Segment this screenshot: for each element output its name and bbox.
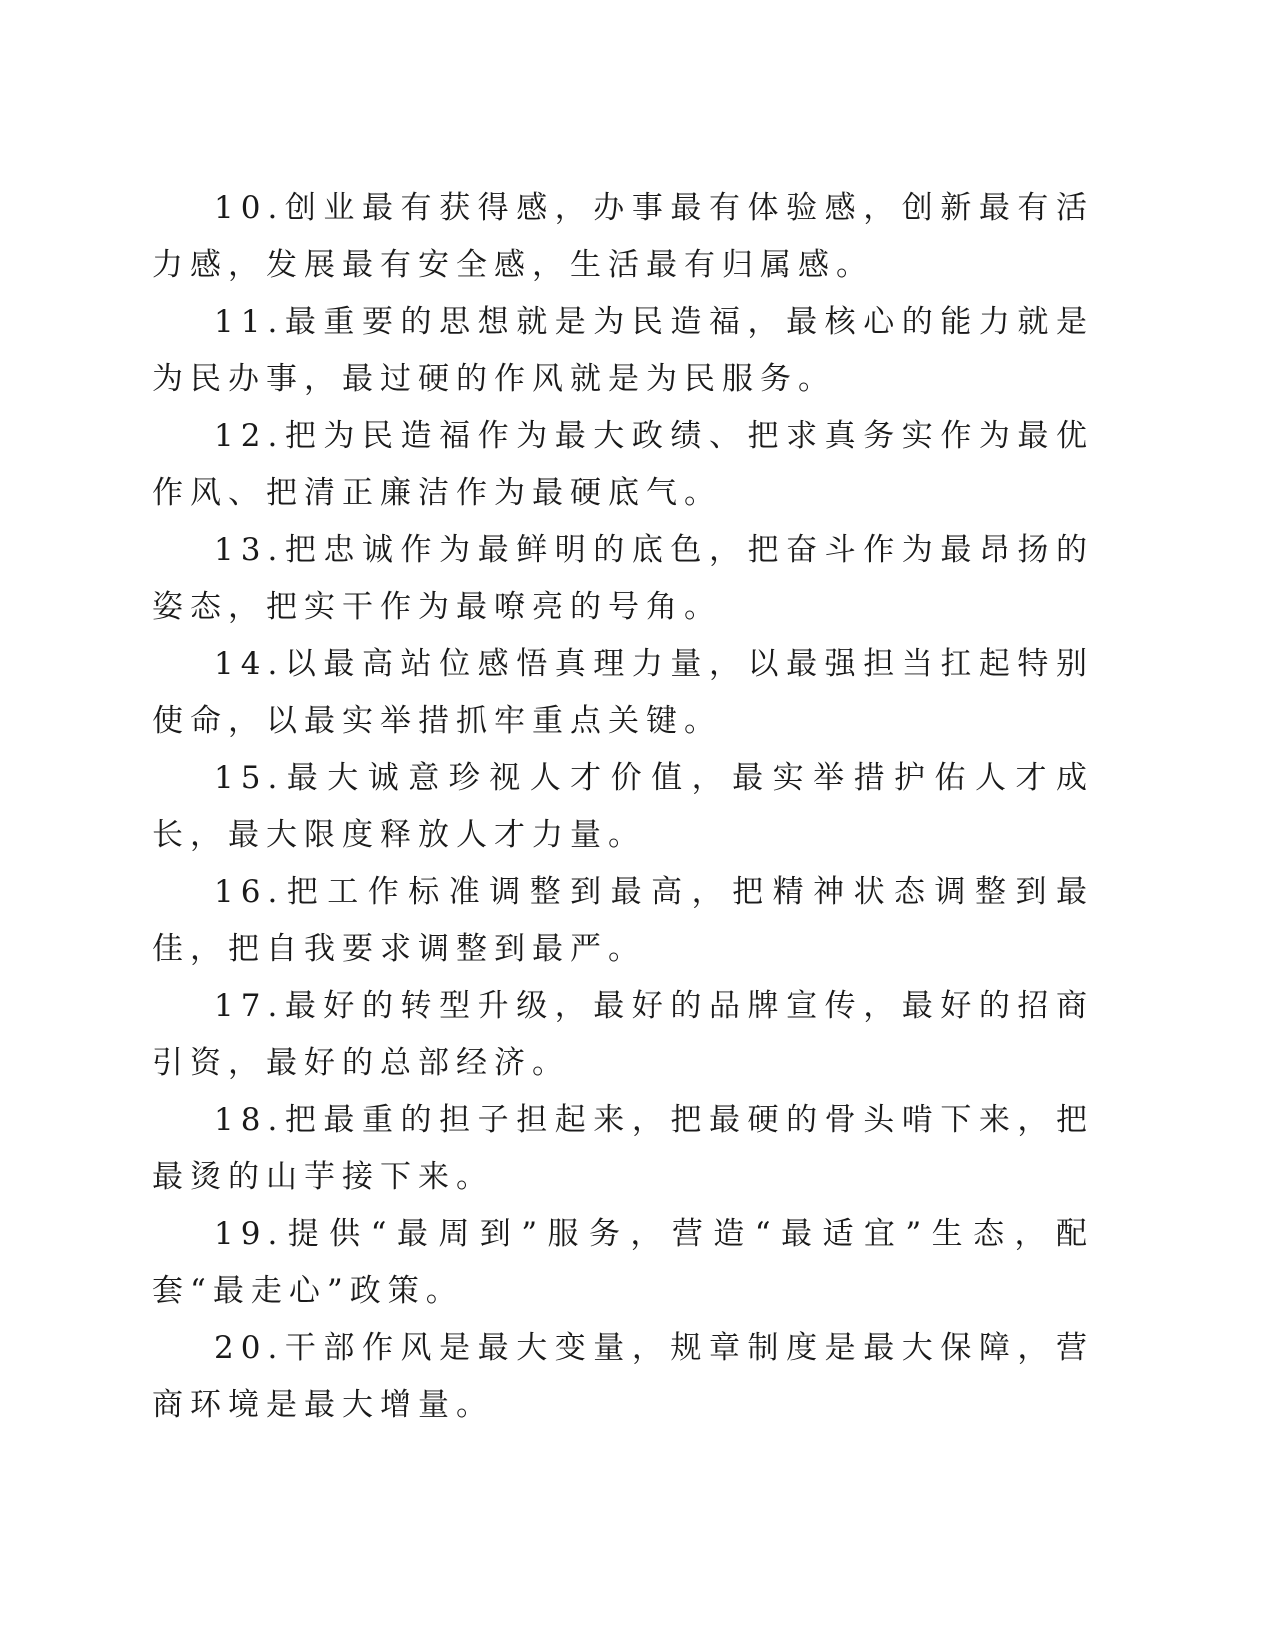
list-item: 19.提供“最周到”服务，营造“最适宜”生态，配套“最走心”政策。 <box>152 1216 1094 1309</box>
list-item: 13.把忠诚作为最鲜明的底色，把奋斗作为最昂扬的姿态，把实干作为最嘹亮的号角。 <box>152 532 1094 625</box>
list-item: 12.把为民造福作为最大政绩、把求真务实作为最优作风、把清正廉洁作为最硬底气。 <box>152 418 1094 511</box>
list-item: 10.创业最有获得感，办事最有体验感，创新最有活力感，发展最有安全感，生活最有归属感。 <box>152 190 1094 283</box>
list-item: 15.最大诚意珍视人才价值，最实举措护佑人才成长，最大限度释放人才力量。 <box>152 760 1094 853</box>
list-item: 20.干部作风是最大变量，规章制度是最大保障，营商环境是最大增量。 <box>152 1330 1094 1423</box>
list-item: 18.把最重的担子担起来，把最硬的骨头啃下来，把最烫的山芋接下来。 <box>152 1102 1094 1195</box>
list-item: 11.最重要的思想就是为民造福，最核心的能力就是为民办事，最过硬的作风就是为民服务。 <box>152 304 1094 397</box>
list-item: 14.以最高站位感悟真理力量，以最强担当扛起特别使命，以最实举措抓牢重点关键。 <box>152 646 1094 739</box>
list-item: 17.最好的转型升级，最好的品牌宣传，最好的招商引资，最好的总部经济。 <box>152 988 1094 1081</box>
list-item: 16.把工作标准调整到最高，把精神状态调整到最佳，把自我要求调整到最严。 <box>152 874 1094 967</box>
document-body <box>152 180 1094 1434</box>
